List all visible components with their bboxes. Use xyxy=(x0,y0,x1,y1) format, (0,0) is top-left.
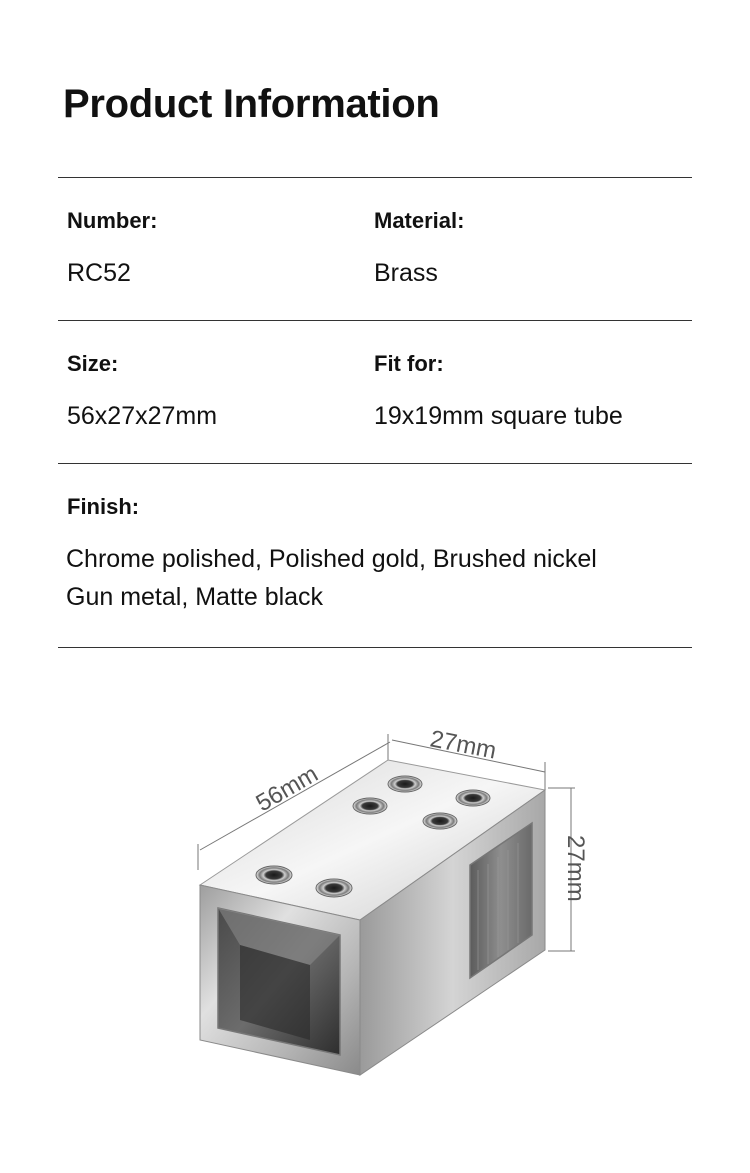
finish-value-line-2: Gun metal, Matte black xyxy=(66,583,324,611)
finish-label: Finish: xyxy=(67,494,140,519)
number-label: Number: xyxy=(67,208,158,233)
screw-hole xyxy=(256,866,292,884)
width-dimension-label: 27mm xyxy=(427,725,499,765)
page-title: Product Information xyxy=(63,82,440,126)
height-dimension-label: 27mm xyxy=(562,835,589,902)
divider xyxy=(58,647,692,648)
size-label: Size: xyxy=(67,351,119,376)
product-dimension-diagram xyxy=(0,690,750,1173)
material-value: Brass xyxy=(374,259,438,287)
screw-hole xyxy=(316,879,352,897)
divider xyxy=(58,320,692,321)
divider xyxy=(58,463,692,464)
screw-hole xyxy=(353,798,387,814)
finish-value-line-1: Chrome polished, Polished gold, Brushed nickel xyxy=(66,545,597,573)
divider xyxy=(58,177,692,178)
number-value: RC52 xyxy=(67,259,131,287)
screw-hole xyxy=(388,776,422,792)
fit-for-value: 19x19mm square tube xyxy=(374,402,623,430)
material-label: Material: xyxy=(374,208,465,233)
fit-for-label: Fit for: xyxy=(374,351,444,376)
length-dimension-label: 56mm xyxy=(251,760,323,818)
screw-hole xyxy=(423,813,457,829)
screw-hole xyxy=(456,790,490,806)
size-value: 56x27x27mm xyxy=(67,402,218,430)
